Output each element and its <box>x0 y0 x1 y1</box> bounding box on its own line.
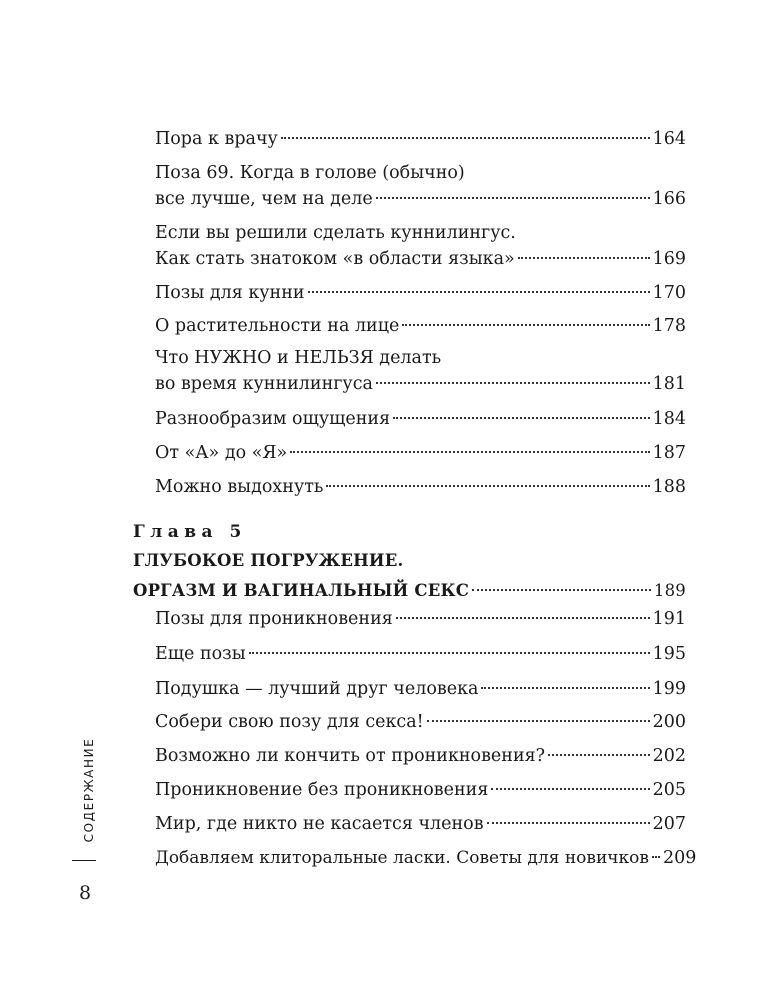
chapter-title-text-cont: ОРГАЗМ И ВАГИНАЛЬНЫЙ СЕКС <box>133 581 470 600</box>
dot-leader <box>652 855 660 858</box>
dot-leader <box>487 821 650 824</box>
dot-leader <box>281 136 650 139</box>
chapter-page-number: 189 <box>653 581 686 600</box>
dot-leader <box>393 416 649 419</box>
toc-entry-title: Разнообразим ощущения <box>155 409 391 429</box>
toc-entry <box>155 126 686 152</box>
toc-page-number: 202 <box>652 746 686 766</box>
toc-entry <box>155 345 686 397</box>
chapter-title-line <box>133 578 686 604</box>
toc-entry <box>155 220 686 272</box>
toc-page-number: 170 <box>652 283 686 303</box>
toc-line <box>155 676 686 702</box>
toc-page-number: 164 <box>652 129 686 149</box>
toc-entry <box>155 777 686 803</box>
toc-entry-title: Можно выдохнуть <box>155 477 324 497</box>
chapter-label: Глава 5 <box>133 522 247 542</box>
toc-entry <box>155 280 686 306</box>
dot-leader <box>326 484 649 487</box>
toc-line <box>155 777 686 803</box>
dot-leader <box>548 753 650 756</box>
toc-entry-title: От «А» до «Я» <box>155 443 288 463</box>
toc-entry <box>155 743 686 769</box>
toc-line <box>155 845 697 871</box>
toc-line <box>155 371 686 397</box>
dot-leader <box>402 323 649 326</box>
toc-entry <box>155 160 686 212</box>
toc-page-number: 166 <box>652 189 686 209</box>
toc-line <box>155 160 686 186</box>
dot-leader <box>376 381 650 384</box>
toc-entry-title: Подушка — лучший друг человека <box>155 679 479 699</box>
toc-page-number: 200 <box>652 712 686 732</box>
toc-line <box>155 345 686 371</box>
chapter-title-text: ГЛУБОКОЕ ПОГРУЖЕНИЕ. <box>133 551 404 570</box>
toc-page-number: 191 <box>652 609 686 629</box>
toc-page-number: 178 <box>652 316 686 336</box>
toc-page-number: 184 <box>652 409 686 429</box>
toc-entry <box>155 709 686 735</box>
toc-line <box>155 743 686 769</box>
toc-line <box>155 220 686 246</box>
toc-entry <box>155 606 686 632</box>
toc-page-number: 199 <box>652 679 686 699</box>
toc-page-number: 181 <box>652 374 686 394</box>
toc-entry-title: О растительности на лице <box>155 316 400 336</box>
toc-line <box>155 811 686 837</box>
toc-entry-title: Поза 69. Когда в голове (обычно) <box>155 163 465 183</box>
toc-entry-title-cont: во время куннилингуса <box>155 374 373 394</box>
toc-entry <box>155 845 697 871</box>
toc-line <box>155 280 686 306</box>
toc-page-number: 209 <box>662 848 697 868</box>
toc-page-number: 207 <box>652 814 686 834</box>
dot-leader <box>396 616 650 619</box>
toc-line <box>155 606 686 632</box>
toc-entry <box>155 641 686 667</box>
toc-entry-title: Позы для проникновения <box>155 609 393 629</box>
toc-entry-title: Пора к врачу <box>155 129 278 149</box>
toc-line <box>155 186 686 212</box>
dot-leader <box>308 290 650 293</box>
toc-page-number: 169 <box>652 249 686 269</box>
toc-page-number: 188 <box>652 477 686 497</box>
toc-line <box>155 126 686 152</box>
running-section-title-text: СОДЕРЖАНИЕ <box>82 737 96 843</box>
dot-leader <box>518 256 650 259</box>
dot-leader <box>481 686 649 689</box>
toc-page-number: 187 <box>652 443 686 463</box>
dot-leader <box>376 196 650 199</box>
chapter-title <box>133 548 686 604</box>
toc-line <box>155 440 686 466</box>
toc-line <box>155 709 686 735</box>
toc-entry-title: Что НУЖНО и НЕЛЬЗЯ делать <box>155 348 442 368</box>
margin-rule <box>72 860 96 861</box>
toc-line <box>155 313 686 339</box>
toc-page-number: 205 <box>652 780 686 800</box>
toc-entry-title: Добавляем клиторальные ласки. Советы для новичков <box>155 848 649 868</box>
toc-page-number: 195 <box>652 644 686 664</box>
toc-entry-title: Если вы решили сделать куннилингус. <box>155 223 516 243</box>
dot-leader <box>472 588 651 591</box>
page-number: 8 <box>79 882 92 904</box>
toc-line <box>155 406 686 432</box>
toc-entry <box>155 474 686 500</box>
toc-entry <box>155 676 686 702</box>
toc-line <box>155 246 686 272</box>
toc-entry-title: Мир, где никто не касается членов <box>155 814 484 834</box>
toc-entry-title: Собери свою позу для секса! <box>155 712 424 732</box>
toc-entry <box>155 313 686 339</box>
running-section-title <box>78 737 100 843</box>
chapter-title-line <box>133 548 686 574</box>
toc-entry-title: Позы для кунни <box>155 283 305 303</box>
toc-line <box>155 641 686 667</box>
toc-entry-title: Возможно ли кончить от проникновения? <box>155 746 546 766</box>
toc-entry <box>155 811 686 837</box>
toc-entry-title: Проникновение без проникновения <box>155 780 489 800</box>
toc-entry <box>155 440 686 466</box>
dot-leader <box>249 651 650 654</box>
dot-leader <box>427 719 650 722</box>
toc-entry-title-cont: все лучше, чем на деле <box>155 189 373 209</box>
toc-entry-title: Еще позы <box>155 644 246 664</box>
toc-entry <box>155 406 686 432</box>
toc-line <box>155 474 686 500</box>
toc-entry-title-cont: Как стать знатоком «в области языка» <box>155 249 515 269</box>
dot-leader <box>491 787 649 790</box>
dot-leader <box>290 450 649 453</box>
